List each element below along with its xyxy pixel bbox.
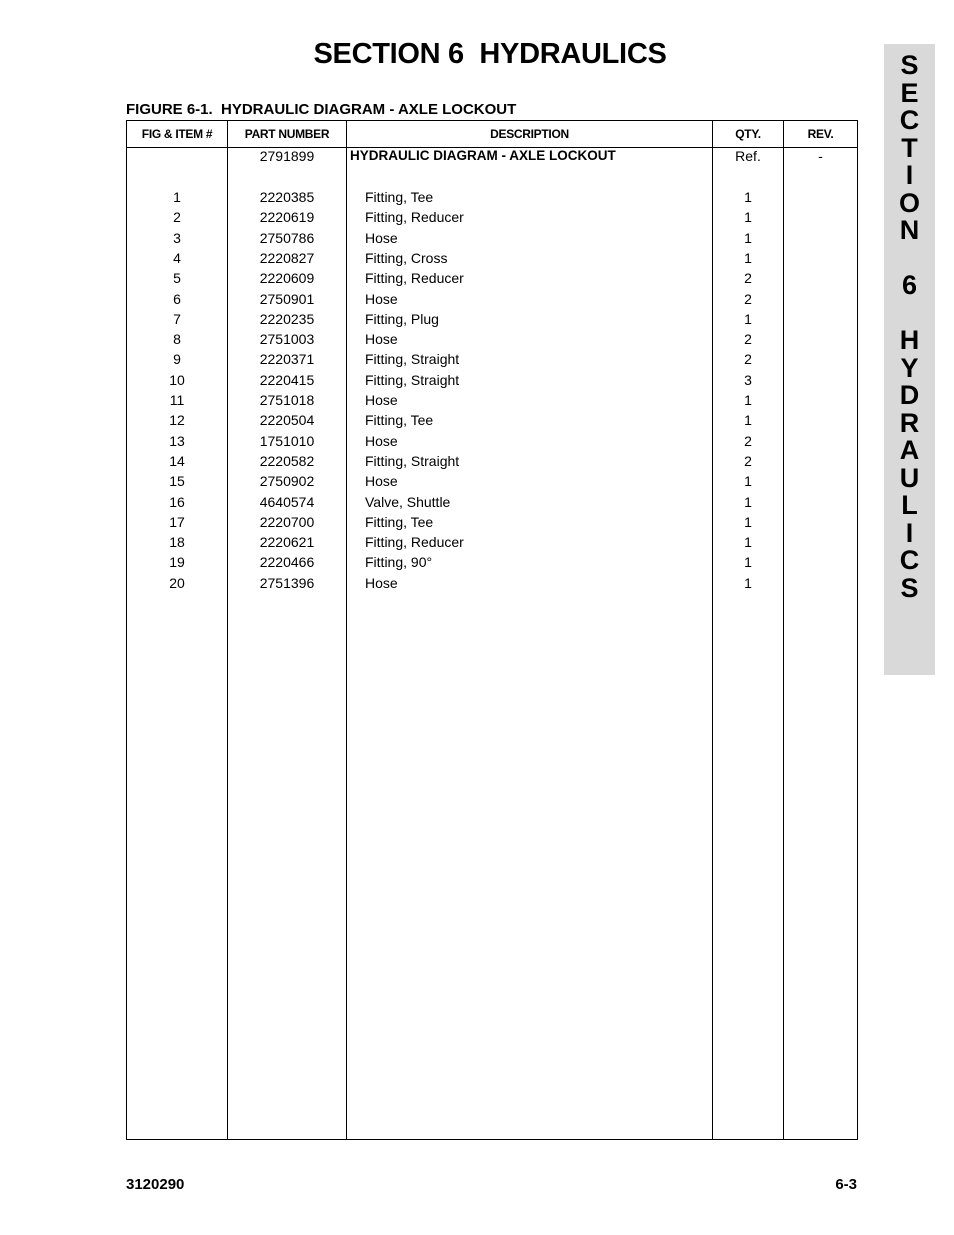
part-number: 2220609 [259,270,315,287]
revision [784,370,857,390]
item-number: 11 [169,392,185,408]
side-tab-letter: C [899,545,920,575]
table-row [127,512,857,532]
header-fig-item: FIG & ITEM # [141,127,213,141]
item-number: 10 [169,371,185,388]
part-number: 2220621 [259,534,315,551]
side-tab-letter: L [901,490,918,520]
side-tab-letter: D [899,380,920,410]
item-number: 14 [169,452,185,469]
revision [784,552,857,572]
part-number: 2220700 [259,513,315,530]
quantity: 1 [744,412,752,429]
quantity: 2 [744,331,752,348]
item-number: 20 [169,574,185,591]
quantity: 2 [744,452,752,469]
revision [784,492,857,512]
quantity: 1 [744,554,752,571]
document-number: 3120290 [126,1176,185,1193]
description: Hose [365,432,398,449]
part-number: 2220235 [259,310,315,327]
description: Fitting, Straight [365,371,460,388]
revision [784,207,857,227]
description: Fitting, Tee [365,513,434,530]
side-tab-letter: S [900,572,919,603]
revision [784,573,857,593]
quantity: 1 [744,229,752,246]
description: Valve, Shuttle [365,493,451,510]
part-number: 2750786 [259,229,315,246]
item-number: 19 [169,554,185,571]
figure-title: FIGURE 6-1. HYDRAULIC DIAGRAM - AXLE LOCKOUT [126,101,517,118]
side-tab-letter: 6 [901,270,918,300]
quantity: 1 [744,473,752,490]
revision [784,248,857,268]
page-title: SECTION 6 HYDRAULICS [313,38,667,70]
quantity: 1 [744,392,752,408]
assembly-row [127,146,857,166]
revision [784,289,857,309]
quantity: 2 [744,432,752,449]
table-row [127,552,857,572]
description: Hose [365,392,398,408]
item-number: 17 [169,513,185,530]
table-header [127,121,857,148]
description: Fitting, Plug [365,310,439,327]
part-number: 2220504 [259,412,315,429]
description: Fitting, Reducer [365,534,464,551]
side-tab-letter: N [899,215,920,245]
revision [784,329,857,349]
side-tab-letter: I [905,160,914,190]
part-number: 2791899 [259,148,315,164]
item-number: 6 [173,290,181,307]
quantity: 1 [744,513,752,530]
revision: - [818,148,823,164]
side-tab-letter: E [900,77,919,108]
revision [784,471,857,491]
table-row [127,309,857,329]
description: Hose [365,574,398,591]
item-number: 9 [173,351,181,368]
revision [784,431,857,451]
item-number: 8 [173,331,181,348]
description: Fitting, Reducer [365,270,464,287]
table-row [127,268,857,288]
table-row [127,431,857,451]
table-row [127,390,857,410]
table-row [127,532,857,552]
table-row [127,207,857,227]
revision [784,390,857,410]
description: Hose [365,331,398,348]
revision [784,268,857,288]
item-number [127,146,227,166]
table-row [127,329,857,349]
item-number: 3 [173,229,181,246]
table-row [127,370,857,390]
quantity: 1 [744,574,752,591]
item-number: 15 [169,473,185,490]
description: Hose [365,229,398,246]
item-number: 18 [169,534,185,551]
quantity: 2 [744,351,752,368]
header-qty: QTY. [735,127,761,141]
revision [784,309,857,329]
side-tab-letter: I [905,517,914,548]
side-tab-letter: C [899,105,920,135]
side-tab-letter: Y [900,352,919,383]
part-number: 2750901 [259,290,315,307]
header-part-number: PART NUMBER [244,127,330,141]
quantity: 1 [744,209,752,226]
quantity: 1 [744,534,752,551]
description: Fitting, Tee [365,189,434,205]
revision [784,349,857,369]
part-number: 2751003 [259,331,315,348]
item-number: 7 [173,310,181,327]
quantity: 2 [744,270,752,287]
description: Fitting, Cross [365,249,448,266]
description: HYDRAULIC DIAGRAM - AXLE LOCKOUT [350,148,616,163]
description: Fitting, Straight [365,452,460,469]
part-number: 2220827 [259,249,315,266]
table-row [127,492,857,512]
part-number: 2220619 [259,209,315,226]
item-number: 1 [173,189,181,205]
part-number: 2220466 [259,554,315,571]
part-number: 1751010 [259,432,315,449]
table-row [127,228,857,248]
item-number: 4 [173,249,181,266]
description: Fitting, Straight [365,351,460,368]
item-number: 2 [173,209,181,226]
quantity: 1 [744,310,752,327]
quantity: 2 [744,290,752,307]
table-row [127,451,857,471]
description: Fitting, 90° [365,554,433,571]
quantity: 3 [744,371,752,388]
part-number: 2220415 [259,371,315,388]
table-row [127,289,857,309]
side-tab-letter: S [900,50,919,80]
table-row [127,573,857,593]
description: Fitting, Reducer [365,209,464,226]
item-number: 13 [169,432,185,449]
description: Hose [365,473,398,490]
quantity: 1 [744,189,752,205]
revision [784,228,857,248]
table-row [127,410,857,430]
side-tab-letter: T [901,132,918,163]
table-row [127,349,857,369]
revision [784,451,857,471]
quantity: 1 [744,493,752,510]
item-number: 16 [169,493,185,510]
parts-table [126,120,858,1140]
description: Fitting, Tee [365,412,434,429]
side-tab-letter: R [899,407,920,438]
item-number: 12 [169,412,185,429]
part-number: 2220582 [259,452,315,469]
side-tab-letter: H [899,325,920,355]
quantity: 1 [744,249,752,266]
table-row [127,187,857,207]
header-rev: REV. [807,127,834,141]
part-number: 2751396 [259,574,315,591]
revision [784,187,857,207]
table-row [127,248,857,268]
item-number: 5 [173,270,181,287]
part-number: 2751018 [259,392,315,408]
section-side-tab [884,44,935,675]
side-tab-letter: U [899,462,920,493]
table-row [127,471,857,491]
description: Hose [365,290,398,307]
side-tab-letter: O [898,187,920,218]
part-number: 2220371 [259,351,315,368]
side-tab-letters [884,52,935,602]
part-number: 2220385 [259,189,315,205]
page-number: 6-3 [835,1176,857,1193]
quantity: Ref. [735,148,761,164]
revision [784,512,857,532]
revision [784,532,857,552]
side-tab-letter: A [899,435,920,465]
revision [784,410,857,430]
part-number: 4640574 [259,493,315,510]
part-number: 2750902 [259,473,315,490]
header-description: DESCRIPTION [490,127,569,141]
